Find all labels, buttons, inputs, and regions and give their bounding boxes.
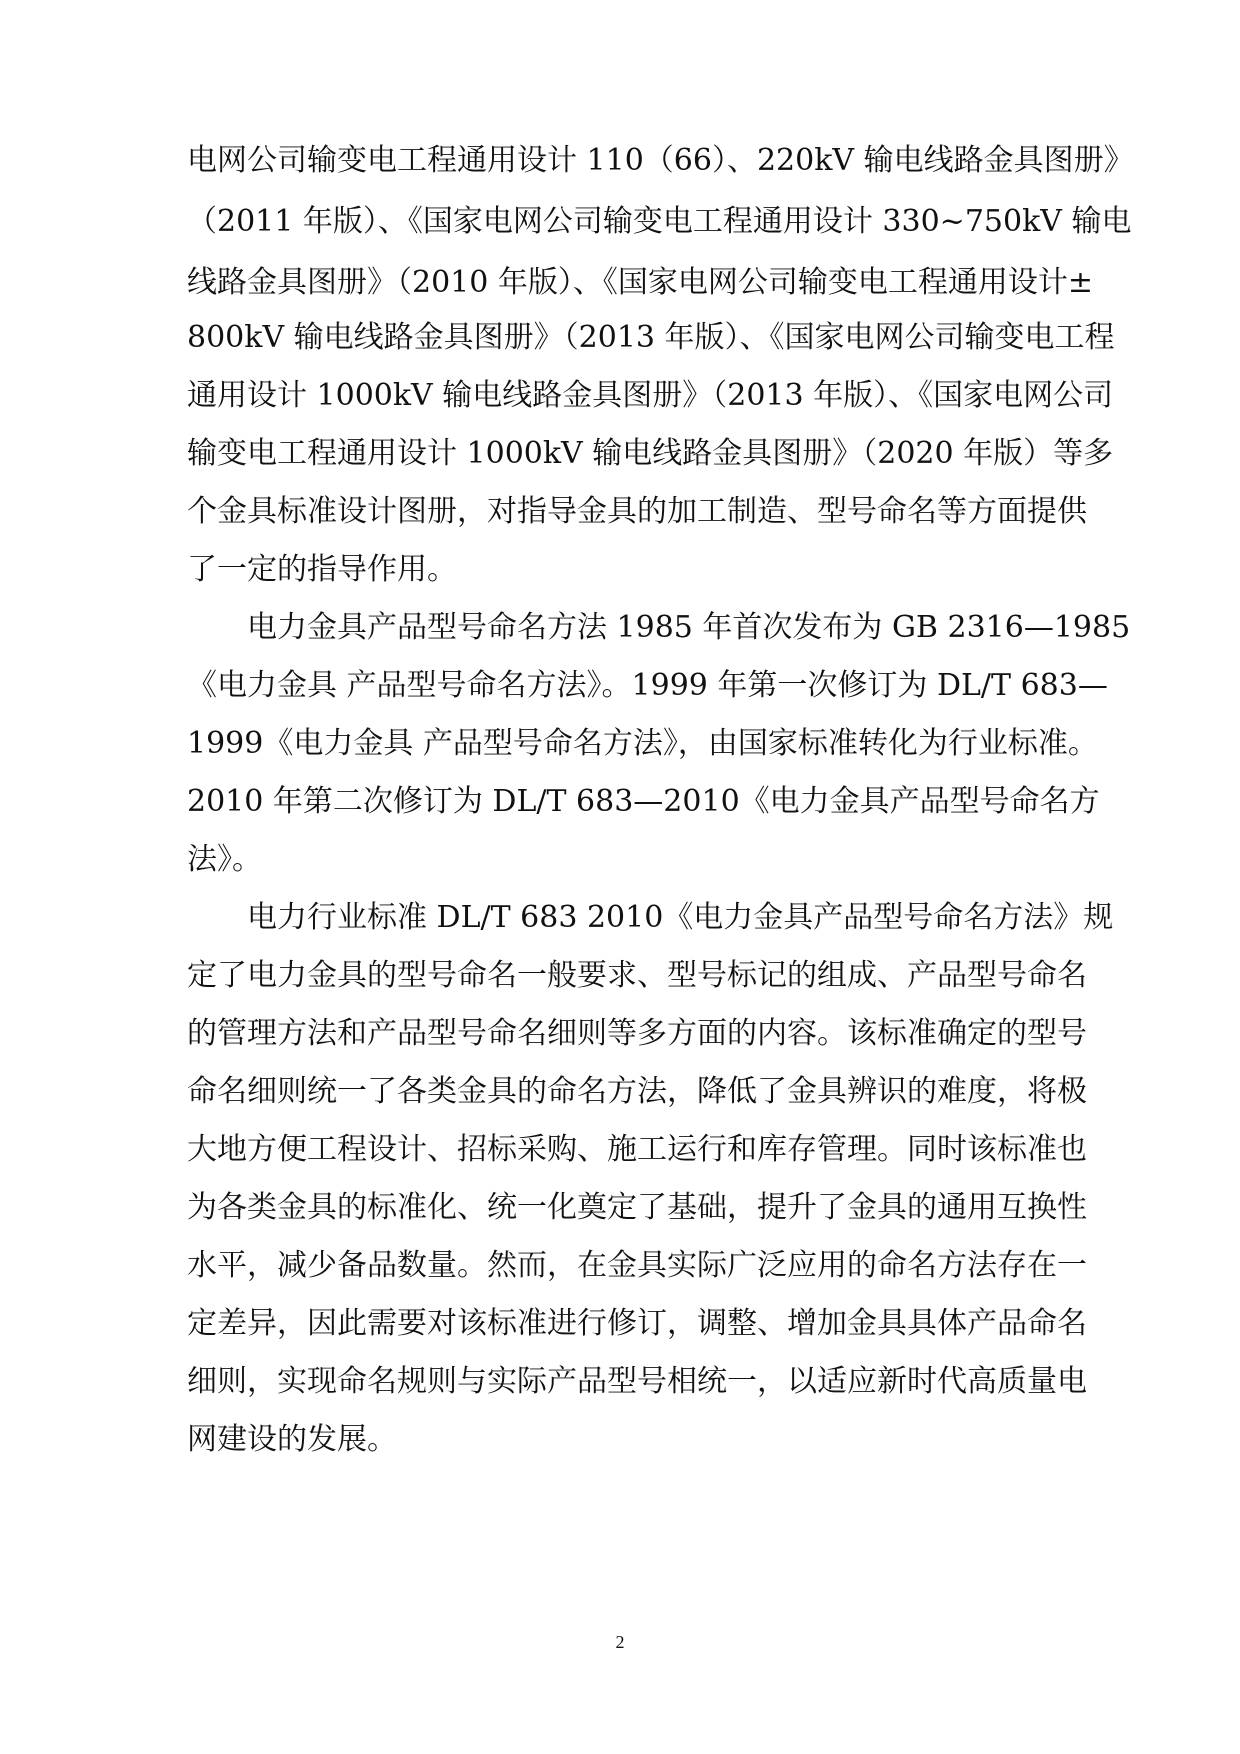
paragraph-2-line-1: 电力金具产品型号命名方法 1985 年首次发布为 GB 2316—1985: [247, 610, 1131, 645]
paragraph-1-line-7: 个金具标准设计图册，对指导金具的加工制造、型号命名等方面提供: [187, 494, 1087, 529]
page-number: 2: [615, 1632, 625, 1652]
paragraph-3-line-3: 的管理方法和产品型号命名细则等多方面的内容。该标准确定的型号: [187, 1016, 1087, 1051]
paragraph-3-line-9: 细则，实现命名规则与实际产品型号相统一，以适应新时代高质量电: [187, 1364, 1087, 1399]
paragraph-1-line-5: 通用设计 1000kV 输电线路金具图册》（2013 年版）、《国家电网公司: [187, 378, 1114, 413]
paragraph-3-line-7: 水平，减少备品数量。然而，在金具实际广泛应用的命名方法存在一: [187, 1248, 1087, 1283]
paragraph-2-line-2: 《电力金具 产品型号命名方法》。1999 年第一次修订为 DL/T 683—: [187, 668, 1108, 703]
paragraph-3-line-8: 定差异，因此需要对该标准进行修订，调整、增加金具具体产品命名: [187, 1306, 1087, 1341]
paragraph-1-line-1: 电网公司输变电工程通用设计 110（66）、220kV 输电线路金具图册》: [187, 143, 1134, 178]
paragraph-1-line-8: 了一定的指导作用。: [187, 552, 457, 587]
paragraph-3-line-5: 大地方便工程设计、招标采购、施工运行和库存管理。同时该标准也: [187, 1132, 1087, 1167]
paragraph-2-line-5: 法》。: [187, 842, 262, 877]
paragraph-1-line-2: （2011 年版）、《国家电网公司输变电工程通用设计 330~750kV 输电: [187, 204, 1132, 239]
paragraph-1-line-4: 800kV 输电线路金具图册》（2013 年版）、《国家电网公司输变电工程: [187, 320, 1115, 355]
paragraph-3-line-2: 定了电力金具的型号命名一般要求、型号标记的组成、产品型号命名: [187, 958, 1087, 993]
paragraph-3-line-1: 电力行业标准 DL/T 683 2010《电力金具产品型号命名方法》规: [247, 900, 1114, 935]
paragraph-1-line-6: 输变电工程通用设计 1000kV 输电线路金具图册》（2020 年版）等多: [187, 436, 1114, 471]
paragraph-2-line-3: 1999《电力金具 产品型号命名方法》，由国家标准转化为行业标准。: [187, 726, 1098, 761]
paragraph-2-line-4: 2010 年第二次修订为 DL/T 683—2010《电力金具产品型号命名方: [187, 784, 1100, 819]
paragraph-3-line-4: 命名细则统一了各类金具的命名方法，降低了金具辨识的难度，将极: [187, 1074, 1087, 1109]
paragraph-3-line-10: 网建设的发展。: [187, 1422, 397, 1457]
paragraph-1-line-3: 线路金具图册》（2010 年版）、《国家电网公司输变电工程通用设计±: [187, 265, 1094, 300]
paragraph-3-line-6: 为各类金具的标准化、统一化奠定了基础，提升了金具的通用互换性: [187, 1190, 1087, 1225]
